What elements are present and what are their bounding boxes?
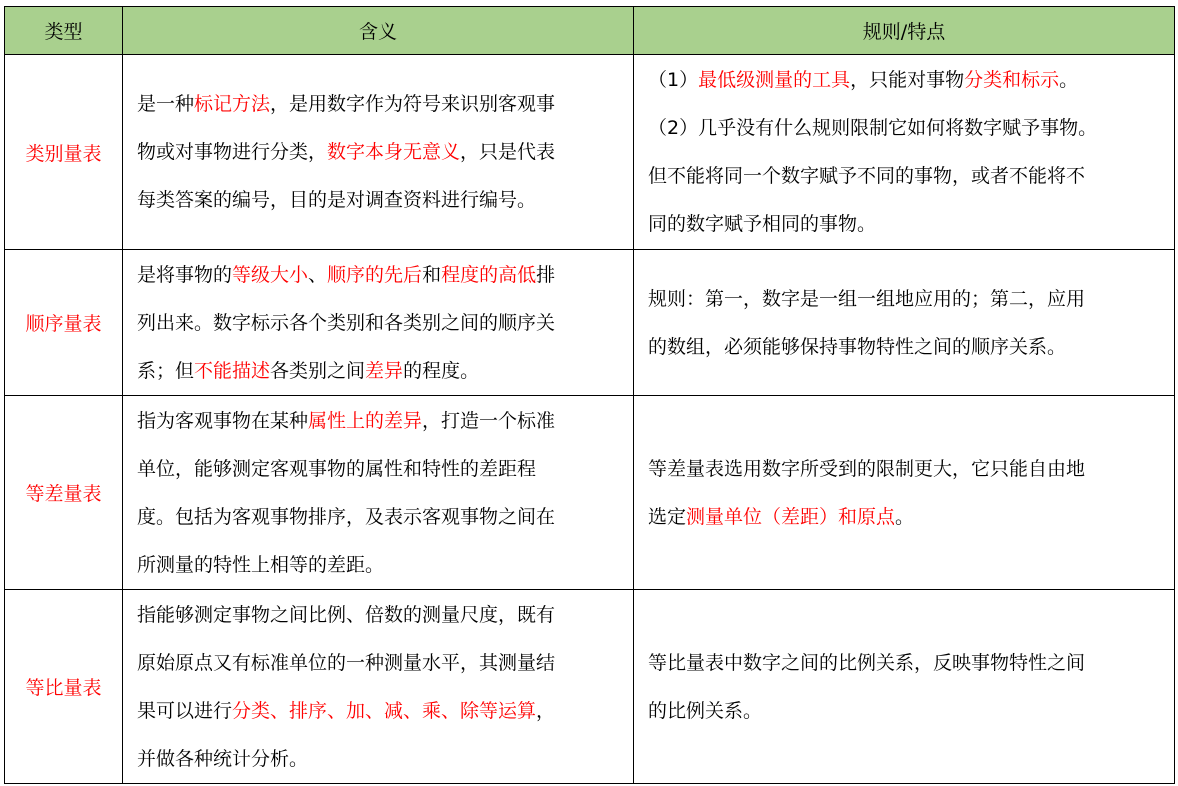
text-line (648, 323, 1160, 371)
text-segment: 单位，能够测定客观事物的属性和特性的差距程 (137, 457, 537, 480)
text-segment: ，是用数字作为符号来识别客观事 (270, 93, 556, 115)
highlighted-text: 最低级测量的工具 (698, 69, 851, 91)
text-segment: 的比例关系。 (648, 699, 763, 722)
meaning-cell (123, 250, 634, 396)
text-segment: ，打造一个标准 (422, 409, 556, 432)
type-cell: 等比量表 (5, 590, 123, 784)
header-rules: 规则/特点 (634, 7, 1175, 55)
text-segment: 并做各种统计分析。 (137, 747, 309, 770)
text-segment: 同的数字赋予相同的事物。 (648, 213, 877, 235)
text-line (137, 541, 619, 589)
text-line (137, 128, 619, 176)
highlighted-text: 差异 (365, 359, 404, 382)
text-line (137, 493, 619, 541)
text-line (648, 493, 1160, 541)
text-segment: 物或对事物进行分类， (137, 141, 328, 163)
text-segment: 。 (895, 505, 915, 528)
text-line (137, 176, 619, 224)
text-line (648, 275, 1160, 323)
text-segment: ， (536, 699, 556, 722)
text-line (137, 639, 619, 687)
text-segment: 的数组，必须能够保持事物特性之间的顺序关系。 (648, 335, 1067, 358)
text-segment: 等比量表中数字之间的比例关系，反映事物特性之间 (648, 651, 1086, 674)
text-line (648, 56, 1160, 104)
highlighted-text: 不能描述 (194, 359, 271, 382)
text-segment: 。 (1059, 69, 1079, 91)
text-line (648, 104, 1160, 152)
text-segment: 度。包括为客观事物排序，及表示客观事物之间在 (137, 505, 556, 528)
text-segment: 指能够测定事物之间比例、倍数的测量尺度，既有 (137, 603, 556, 626)
text-segment: 所测量的特性上相等的差距。 (137, 553, 385, 576)
text-segment: 是一种 (137, 93, 195, 115)
text-line (137, 445, 619, 493)
highlighted-text: 数字本身无意义 (327, 141, 461, 163)
highlighted-text: 测量单位（差距）和原点 (686, 505, 896, 528)
text-segment: 系；但 (137, 359, 195, 382)
text-segment: 的程度。 (403, 359, 480, 382)
scale-types-table (4, 6, 1175, 784)
text-line (137, 251, 619, 299)
header-row (5, 7, 1175, 55)
rule-cell (634, 396, 1175, 590)
text-line (648, 200, 1160, 248)
table-row (5, 590, 1175, 784)
text-segment: （1） (648, 69, 699, 91)
text-segment: 列出来。数字标示各个类别和各类别之间的顺序关 (137, 311, 556, 334)
highlighted-text: 分类和标示 (964, 69, 1060, 91)
text-segment: 选定 (648, 505, 687, 528)
text-line (137, 80, 619, 128)
text-line (648, 152, 1160, 200)
text-segment: 、 (308, 263, 328, 286)
text-line (648, 445, 1160, 493)
rule-cell (634, 55, 1175, 250)
highlighted-text: 分类、排序、加、减、乘、除等运算 (232, 699, 537, 722)
meaning-cell (123, 55, 634, 250)
meaning-cell (123, 396, 634, 590)
text-segment: 但不能将同一个数字赋予不同的事物，或者不能将不 (648, 165, 1086, 187)
table-row (5, 55, 1175, 250)
text-segment: 每类答案的编号，目的是对调查资料进行编号。 (137, 189, 537, 211)
text-segment: 等差量表选用数字所受到的限制更大，它只能自由地 (648, 457, 1086, 480)
text-segment: 排 (536, 263, 556, 286)
text-line (137, 397, 619, 445)
text-segment: （2）几乎没有什么规则限制它如何将数字赋予事物。 (648, 117, 1098, 139)
text-segment: 是将事物的 (137, 263, 233, 286)
text-segment: ，只是代表 (460, 141, 556, 163)
text-segment: 指为客观事物在某种 (137, 409, 309, 432)
highlighted-text: 程度的高低 (441, 263, 537, 286)
header-type: 类型 (5, 7, 123, 55)
type-cell: 类别量表 (5, 55, 123, 250)
text-segment: 各类别之间 (270, 359, 366, 382)
text-segment: 和 (422, 263, 442, 286)
table-row (5, 250, 1175, 396)
type-cell: 等差量表 (5, 396, 123, 590)
table-row (5, 396, 1175, 590)
header-meaning: 含义 (123, 7, 634, 55)
highlighted-text: 标记方法 (194, 93, 271, 115)
text-line (137, 687, 619, 735)
text-line (137, 347, 619, 395)
text-segment: ，只能对事物 (850, 69, 965, 91)
text-segment: 果可以进行 (137, 699, 233, 722)
rule-cell (634, 250, 1175, 396)
text-segment: 原始原点又有标准单位的一种测量水平，其测量结 (137, 651, 556, 674)
highlighted-text: 属性上的差异 (308, 409, 423, 432)
text-line (137, 299, 619, 347)
text-line (648, 687, 1160, 735)
text-line (137, 735, 619, 783)
type-cell: 顺序量表 (5, 250, 123, 396)
rule-cell (634, 590, 1175, 784)
text-line (648, 639, 1160, 687)
text-segment: 规则：第一，数字是一组一组地应用的；第二，应用 (648, 287, 1086, 310)
highlighted-text: 等级大小 (232, 263, 309, 286)
text-line (137, 591, 619, 639)
highlighted-text: 顺序的先后 (327, 263, 423, 286)
meaning-cell (123, 590, 634, 784)
